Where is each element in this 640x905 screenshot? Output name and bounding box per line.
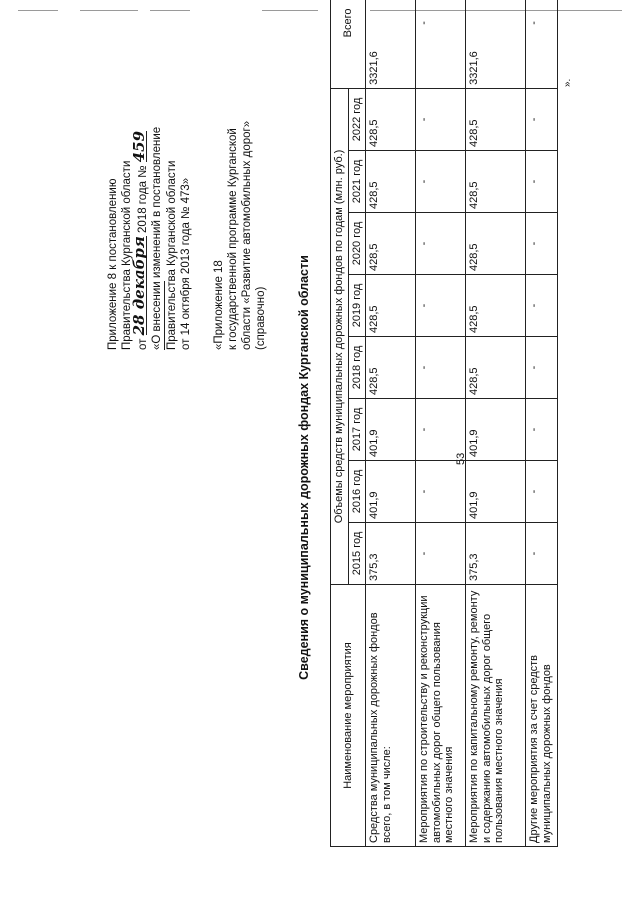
closing-quote-mark: ». [562,78,573,87]
reference-line: «Приложение 18 [213,260,225,350]
value-cell: 428,5 [466,275,526,337]
reference-line: (справочно) [255,286,267,350]
value-cell: - [526,523,558,585]
value-cell: 401,9 [466,399,526,461]
value-cell: - [526,337,558,399]
program-reference [212,20,268,350]
table-row [366,0,416,847]
row-name: Средства муниципальных дорожных фондов всего, в том числе: [366,585,416,847]
value-cell: - [416,523,466,585]
value-cell: - [526,151,558,213]
value-cell: 428,5 [466,337,526,399]
total-cell: 3321,6 [366,0,416,88]
value-cell: 428,5 [466,88,526,150]
col-name-header: Наименование мероприятия [331,585,366,847]
page-number: 53 [455,452,467,465]
year-header: 2017 год [348,399,366,461]
group-header: Объемы средств муниципальных дорожных фондов по годам (млн. руб.) [331,88,349,584]
value-cell: - [416,461,466,523]
year-header: 2022 год [348,88,366,150]
value-cell: - [526,213,558,275]
date-suffix: 2018 года № [137,165,149,233]
value-cell: 401,9 [366,461,416,523]
header-resolution-line [150,30,165,350]
table-row [526,0,558,847]
header-date-line [130,30,150,350]
handwritten-date: 28 декабря [130,236,148,336]
value-cell: 428,5 [466,151,526,213]
total-cell: - [416,0,466,88]
total-header: Всего [331,0,366,88]
value-cell: - [526,399,558,461]
value-cell: 428,5 [366,275,416,337]
year-header: 2018 год [348,337,366,399]
reference-line: к государственной программе Курганской [227,128,239,350]
value-cell: 401,9 [466,461,526,523]
value-cell: - [416,399,466,461]
header-line: Правительства Курганской области [166,160,178,350]
value-cell: 428,5 [366,151,416,213]
row-name: Другие мероприятия за счет средств муниципальных дорожных фондов [526,585,558,847]
value-cell: - [416,151,466,213]
value-cell: - [416,213,466,275]
resolution-prefix: «О внесении [151,281,163,350]
value-cell: - [416,88,466,150]
value-cell: 428,5 [466,213,526,275]
reference-line: области «Развитие автомобильных дорог» [241,120,253,350]
value-cell: 428,5 [366,337,416,399]
road-funds-table [330,0,558,847]
year-header: 2021 год [348,151,366,213]
row-name: Мероприятия по капитальному ремонту, ремонту и содержанию автомобильных дорог общего пользования местного значения [466,585,526,847]
value-cell: - [526,88,558,150]
total-cell: - [526,0,558,88]
row-name: Мероприятия по строительству и реконструкции автомобильных дорог общего пользования местного значения [416,585,466,847]
document-title: Сведения о муниципальных дорожных фондах Курганской области [297,255,311,680]
value-cell: - [526,461,558,523]
approval-header [106,30,193,350]
header-line: от 14 октября 2013 года № 473» [180,177,192,350]
header-line: Приложение 8 к постановлению [107,178,119,350]
year-header: 2015 год [348,523,366,585]
year-header: 2019 год [348,275,366,337]
value-cell: 428,5 [366,88,416,150]
table-row [466,0,526,847]
value-cell: - [526,275,558,337]
date-prefix: от [137,338,149,350]
value-cell: 375,3 [366,523,416,585]
year-header: 2016 год [348,461,366,523]
value-cell: 401,9 [366,399,416,461]
table-row [416,0,466,847]
value-cell: - [416,337,466,399]
value-cell: 428,5 [366,213,416,275]
value-cell: - [416,275,466,337]
value-cell: 375,3 [466,523,526,585]
total-cell: 3321,6 [466,0,526,88]
header-line: Правительства Курганской области [121,160,133,350]
handwritten-number: 459 [130,130,148,163]
resolution-suffix: изменений в постановление [151,126,163,279]
year-header: 2020 год [348,213,366,275]
